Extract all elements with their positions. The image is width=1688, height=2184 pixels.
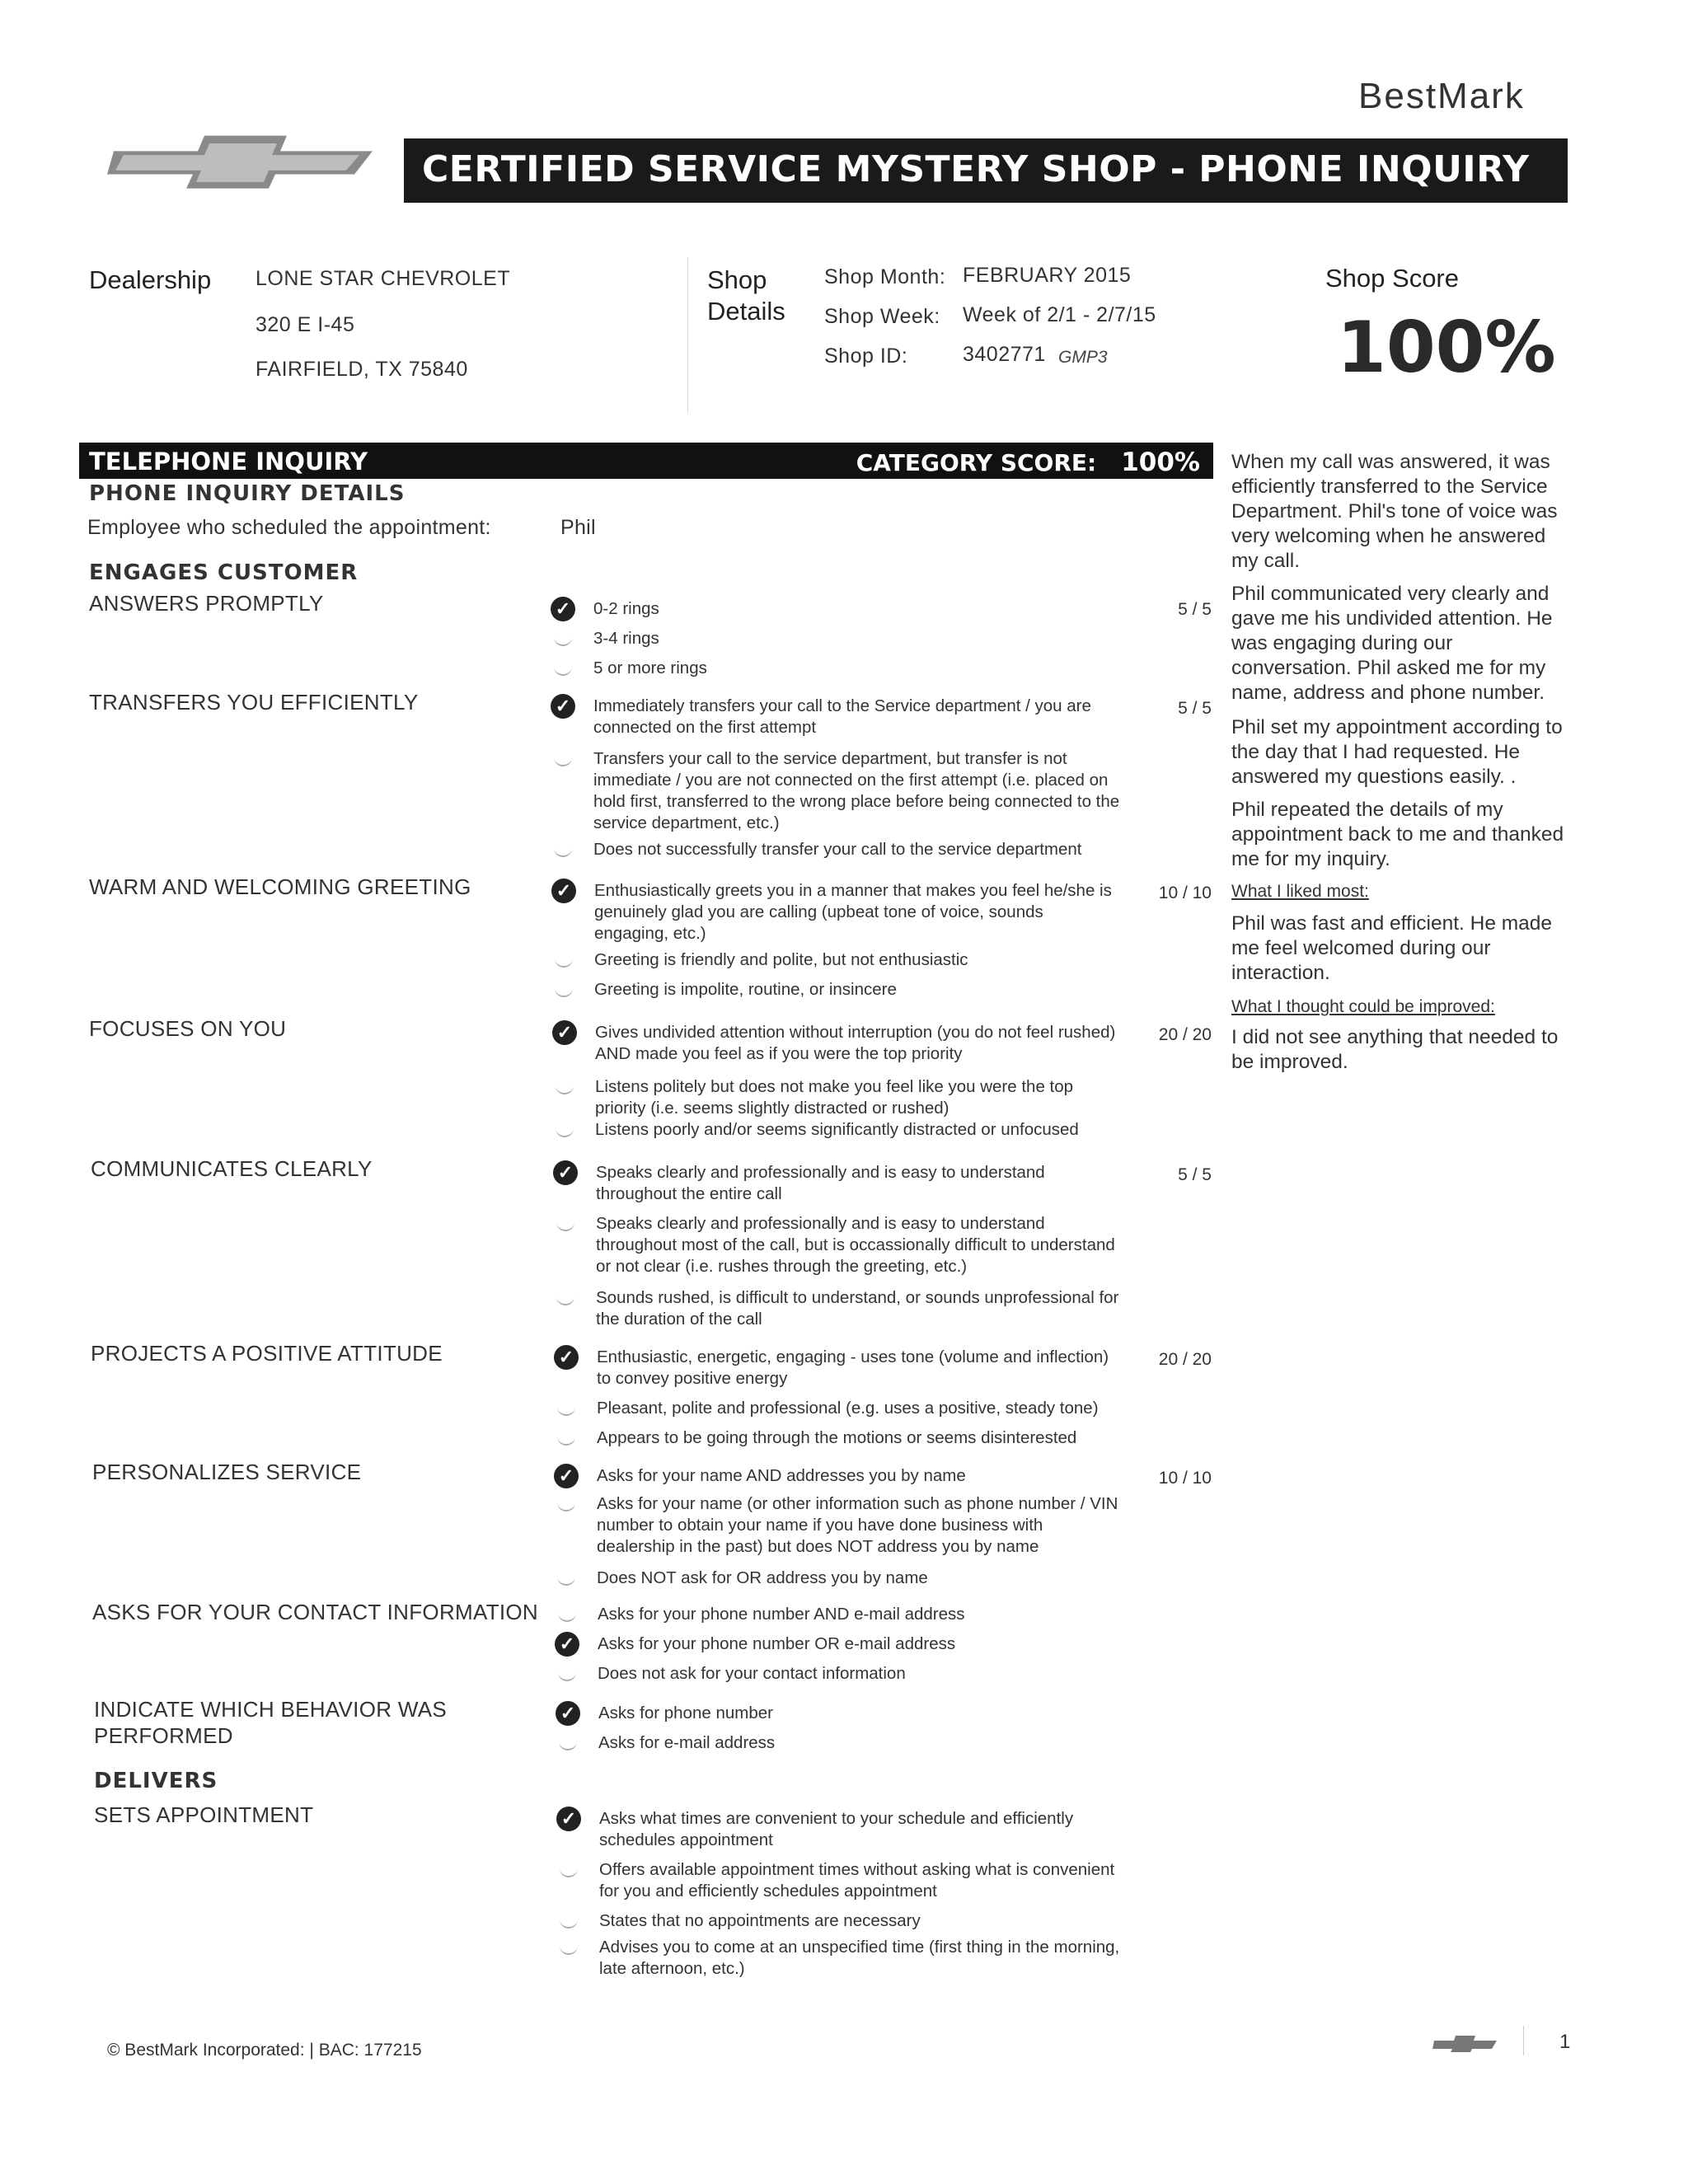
criterion-points: 10 / 10 xyxy=(1158,883,1212,902)
unchecked-option-icon[interactable] xyxy=(556,1296,574,1305)
unchecked-option-icon[interactable] xyxy=(555,958,573,968)
criterion-option: Asks for e-mail address xyxy=(598,1733,776,1752)
shop-month-value: FEBRUARY 2015 xyxy=(963,264,1132,287)
checked-option-icon[interactable]: ✓ xyxy=(555,1632,579,1657)
liked-most-text: Phil was fast and efficient. He made me feel welcomed during our interaction. xyxy=(1231,912,1553,984)
criterion-name: WARM AND WELCOMING GREETING xyxy=(89,874,471,899)
dealership-address1: 320 E I-45 xyxy=(256,313,355,336)
unchecked-option-icon[interactable] xyxy=(556,1127,574,1137)
unchecked-option-icon[interactable] xyxy=(560,1868,578,1877)
criterion-option: Asks for phone number xyxy=(598,1704,773,1722)
footer-copyright: © BestMark Incorporated: | BAC: 177215 xyxy=(107,2041,422,2060)
criterion-points: 20 / 20 xyxy=(1158,1350,1212,1369)
chevrolet-bowtie-small-icon xyxy=(1432,2034,1498,2052)
criterion-option: Immediately transfers your call to the Service department / you are connected on the first attempt xyxy=(593,696,1091,737)
category-name: TELEPHONE INQUIRY xyxy=(89,448,368,476)
checked-option-icon[interactable]: ✓ xyxy=(551,694,575,719)
criterion-name: COMMUNICATES CLEARLY xyxy=(91,1156,373,1181)
checked-option-icon[interactable]: ✓ xyxy=(551,879,576,903)
criterion-points: 20 / 20 xyxy=(1158,1025,1212,1044)
shop-week-value: Week of 2/1 - 2/7/15 xyxy=(963,303,1156,326)
criterion-option: Asks for your name (or other information such as phone number / VIN number to obtain your name if you have done business with dealership in the past) but does NOT address you by name xyxy=(597,1494,1118,1556)
dealership-name: LONE STAR CHEVROLET xyxy=(256,267,511,290)
criterion-option: Greeting is impolite, routine, or insincere xyxy=(594,980,897,999)
criterion-option: States that no appointments are necessary xyxy=(599,1911,921,1930)
criterion-option: Does not successfully transfer your call to the service department xyxy=(593,840,1082,859)
criterion-option: Asks for your phone number OR e-mail address xyxy=(598,1634,956,1653)
category-bar xyxy=(79,443,1213,479)
footer-separator xyxy=(1523,2026,1524,2055)
criterion-option: Does not ask for your contact information xyxy=(598,1664,906,1683)
criterion-option: Offers available appointment times without asking what is convenient for you and efficiently schedules appointment xyxy=(599,1860,1115,1900)
unchecked-option-icon[interactable] xyxy=(554,757,572,766)
bestmark-logo: BestMark xyxy=(1358,76,1525,116)
unchecked-option-icon[interactable] xyxy=(560,1919,578,1929)
criterion-points: 5 / 5 xyxy=(1178,699,1212,718)
comment-paragraph-4: Phil repeated the details of my appointment back to me and thanked me for my inquiry. xyxy=(1231,799,1564,870)
unchecked-option-icon[interactable] xyxy=(557,1576,575,1586)
criterion-name: ANSWERS PROMPTLY xyxy=(89,591,324,616)
unchecked-option-icon[interactable] xyxy=(557,1502,575,1511)
comment-paragraph-2: Phil communicated very clearly and gave me his undivided attention. He was engaging during our conversation. Phil asked me for my name, address and phone number. xyxy=(1231,583,1553,704)
criterion-option: Speaks clearly and professionally and is easy to understand throughout most of the call, but is occassionally difficult to understand or not clear (i.e. rushes through the greeting, etc.) xyxy=(596,1214,1115,1276)
employee-value: Phil xyxy=(560,516,596,539)
comment-paragraph-3: Phil set my appointment according to the day that I had requested. He answered my questions easily. . xyxy=(1231,716,1563,788)
criterion-name: ASKS FOR YOUR CONTACT INFORMATION xyxy=(92,1600,539,1624)
unchecked-option-icon[interactable] xyxy=(554,636,572,646)
criterion-option: Sounds rushed, is difficult to understand, or sounds unprofessional for the duration of the call xyxy=(596,1288,1119,1329)
criterion-option: Appears to be going through the motions or seems disinterested xyxy=(597,1428,1077,1447)
checked-option-icon[interactable]: ✓ xyxy=(556,1807,581,1831)
criterion-name: TRANSFERS YOU EFFICIENTLY xyxy=(89,690,419,715)
dealership-label: Dealership xyxy=(89,265,212,294)
criterion-option: Gives undivided attention without interruption (you do not feel rushed) AND made you feel as if you were the top priority xyxy=(595,1023,1116,1063)
criterion-option: Asks for your phone number AND e-mail address xyxy=(598,1605,965,1624)
unchecked-option-icon[interactable] xyxy=(554,847,572,857)
criterion-option: Listens poorly and/or seems significantly distracted or unfocused xyxy=(595,1120,1079,1139)
criterion-name: FOCUSES ON YOU xyxy=(89,1016,287,1041)
shop-id-note: GMP3 xyxy=(1058,348,1108,367)
unchecked-option-icon[interactable] xyxy=(555,987,573,997)
comment-paragraph-1: When my call was answered, it was efficiently transferred to the Service Department. Phil's tone of voice was very welcoming when he answered my call. xyxy=(1231,451,1558,572)
checked-option-icon[interactable]: ✓ xyxy=(554,1345,579,1370)
criterion-option: Does NOT ask for OR address you by name xyxy=(597,1568,928,1587)
checked-option-icon[interactable]: ✓ xyxy=(552,1020,577,1045)
page-number: 1 xyxy=(1559,2031,1571,2053)
criterion-option: Enthusiastic, energetic, engaging - uses tone (volume and inflection) to convey positive energy xyxy=(597,1347,1109,1388)
criterion-name: PERSONALIZES SERVICE xyxy=(92,1460,362,1484)
unchecked-option-icon[interactable] xyxy=(554,666,572,676)
improve-label: What I thought could be improved: xyxy=(1231,997,1495,1016)
checked-option-icon[interactable]: ✓ xyxy=(553,1160,578,1185)
shop-score-label: Shop Score xyxy=(1325,264,1459,293)
criterion-option: 5 or more rings xyxy=(593,658,707,677)
unchecked-option-icon[interactable] xyxy=(558,1671,576,1681)
chevrolet-bowtie-logo xyxy=(107,132,379,191)
criterion-points: 5 / 5 xyxy=(1178,1165,1212,1184)
checked-option-icon[interactable]: ✓ xyxy=(556,1701,580,1726)
liked-most-label: What I liked most: xyxy=(1231,882,1369,901)
criterion-points: 5 / 5 xyxy=(1178,600,1212,619)
criterion-option: Pleasant, polite and professional (e.g. uses a positive, steady tone) xyxy=(597,1399,1099,1418)
shop-week-label: Shop Week: xyxy=(824,305,940,328)
criterion-option: Advises you to come at an unspecified time (first thing in the morning, late afternoon, etc.) xyxy=(599,1938,1120,1978)
unchecked-option-icon[interactable] xyxy=(559,1741,577,1750)
criterion-points: 10 / 10 xyxy=(1158,1469,1212,1488)
report-title-bar xyxy=(404,138,1568,203)
checked-option-icon[interactable]: ✓ xyxy=(554,1464,579,1488)
dealership-address2: FAIRFIELD, TX 75840 xyxy=(256,358,468,381)
criterion-name: INDICATE WHICH BEHAVIOR WAS PERFORMED xyxy=(94,1697,447,1748)
criterion-name: PROJECTS A POSITIVE ATTITUDE xyxy=(91,1341,443,1366)
unchecked-option-icon[interactable] xyxy=(557,1436,575,1446)
criterion-option: Asks what times are convenient to your schedule and efficiently schedules appointment xyxy=(599,1809,1074,1849)
criterion-option: 0-2 rings xyxy=(593,599,659,618)
category-score xyxy=(856,448,1200,477)
category-score-value: 100% xyxy=(1121,448,1200,477)
shop-id-value: 3402771 xyxy=(963,343,1046,366)
shop-details-label-1: Shop xyxy=(707,265,767,294)
criterion-option: Speaks clearly and professionally and is easy to understand throughout the entire call xyxy=(596,1163,1045,1203)
unchecked-option-icon[interactable] xyxy=(556,1221,574,1231)
criterion-name: SETS APPOINTMENT xyxy=(94,1802,314,1827)
phone-inquiry-details-header: PHONE INQUIRY DETAILS xyxy=(89,481,406,506)
criterion-option: 3-4 rings xyxy=(593,629,659,648)
engages-customer-header: ENGAGES CUSTOMER xyxy=(89,560,359,585)
shop-month-label: Shop Month: xyxy=(824,265,946,288)
criterion-option: Greeting is friendly and polite, but not enthusiastic xyxy=(594,950,968,969)
report-title: CERTIFIED SERVICE MYSTERY SHOP - PHONE INQUIRY xyxy=(422,148,1530,190)
unchecked-option-icon[interactable] xyxy=(557,1406,575,1416)
unchecked-option-icon[interactable] xyxy=(560,1945,578,1955)
unchecked-option-icon[interactable] xyxy=(556,1085,574,1094)
criterion-option: Enthusiastically greets you in a manner that makes you feel he/she is genuinely glad you are calling (upbeat tone of voice, sounds engaging, etc.) xyxy=(594,881,1112,943)
criterion-option: Asks for your name AND addresses you by name xyxy=(597,1466,966,1485)
criterion-option: Transfers your call to the service department, but transfer is not immediate / you are not connected on the first attempt (i.e. placed on hold first, transferred to the wrong place before being connected to the service department, etc.) xyxy=(593,749,1120,832)
employee-label: Employee who scheduled the appointment: xyxy=(87,516,491,539)
shop-score-value: 100% xyxy=(1337,307,1556,389)
section-divider xyxy=(687,257,688,414)
category-score-label: CATEGORY SCORE: xyxy=(856,449,1097,476)
criterion-option: Listens politely but does not make you feel like you were the top priority (i.e. seems slightly distracted or rushed) xyxy=(595,1077,1074,1118)
shop-details-label-2: Details xyxy=(707,297,785,326)
checked-option-icon[interactable]: ✓ xyxy=(551,597,575,621)
delivers-header: DELIVERS xyxy=(94,1769,218,1793)
improve-text: I did not see anything that needed to be improved. xyxy=(1231,1026,1559,1073)
shop-id-label: Shop ID: xyxy=(824,344,908,368)
